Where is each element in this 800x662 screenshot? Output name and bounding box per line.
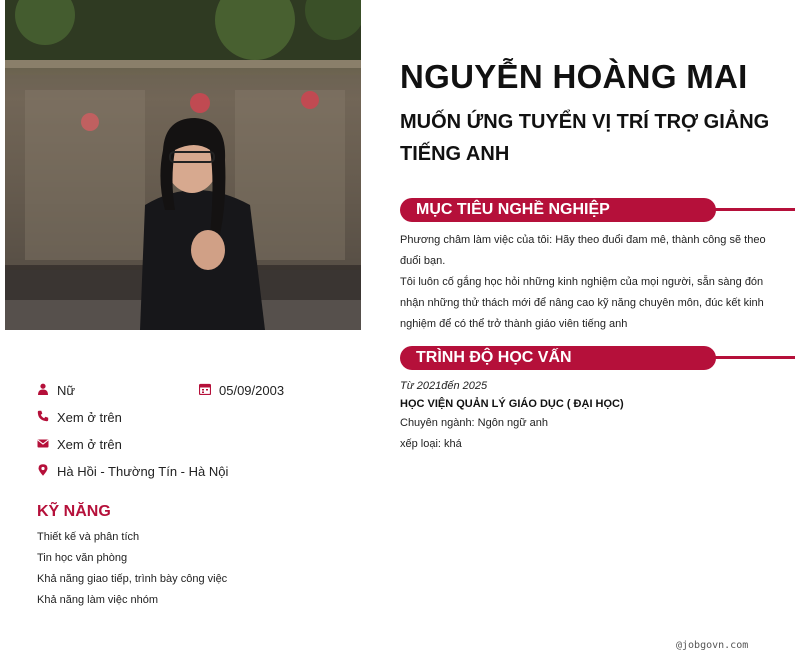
education-entry xyxy=(400,377,780,455)
education-grade: xếp loại: khá xyxy=(400,438,462,450)
objective-text xyxy=(400,230,770,335)
calendar-icon xyxy=(199,383,211,395)
profile-photo xyxy=(5,0,361,330)
email-icon xyxy=(37,437,49,449)
user-icon xyxy=(37,383,49,395)
education-period: Từ 2021đến 2025 xyxy=(400,380,488,392)
candidate-name: NGUYỄN HOÀNG MAI xyxy=(400,58,748,95)
skills-title: KỸ NĂNG xyxy=(37,503,111,520)
skill-item: Thiết kế và phân tích xyxy=(37,531,140,543)
skill-item: Khả năng giao tiếp, trình bày công việc xyxy=(37,573,228,585)
education-title: TRÌNH ĐỘ HỌC VẤN xyxy=(400,346,716,370)
objective-title: MỤC TIÊU NGHỀ NGHIỆP xyxy=(400,198,716,222)
education-major: Chuyên ngành: Ngôn ngữ anh xyxy=(400,417,549,429)
section-divider xyxy=(712,356,795,359)
desired-position: MUỐN ỨNG TUYỂN VỊ TRÍ TRỢ GIẢNG TIẾNG ANH xyxy=(400,111,770,165)
gender-value: Nữ xyxy=(57,383,76,398)
education-section-header xyxy=(400,346,795,370)
watermark: @jobgovn.com xyxy=(676,640,749,651)
objective-paragraph: Tôi luôn cố gắng học hỏi những kinh nghiệm của mọi người, sẵn sàng đón nhận những thử thách mới để nâng cao kỹ năng chuyên môn, đúc kết kinh nghiệm để có thể trở thành giáo viên tiếng anh xyxy=(400,276,764,330)
location-icon xyxy=(37,464,49,476)
email-value: Xem ở trên xyxy=(57,437,122,452)
phone-value: Xem ở trên xyxy=(57,410,122,425)
birthdate-value: 05/09/2003 xyxy=(219,383,285,398)
objective-section-header xyxy=(400,198,795,222)
education-school: HỌC VIỆN QUẢN LÝ GIÁO DỤC ( ĐẠI HỌC) xyxy=(400,398,624,410)
skills-list xyxy=(37,527,227,611)
skill-item: Khả năng làm việc nhóm xyxy=(37,594,159,606)
phone-icon xyxy=(37,410,49,422)
skill-item: Tin học văn phòng xyxy=(37,552,128,564)
objective-paragraph: Phương châm làm việc của tôi: Hãy theo đuổi đam mê, thành công sẽ theo đuổi bạn. xyxy=(400,234,766,267)
address-value: Hà Hồi - Thường Tín - Hà Nội xyxy=(57,464,229,479)
section-divider xyxy=(712,208,795,211)
